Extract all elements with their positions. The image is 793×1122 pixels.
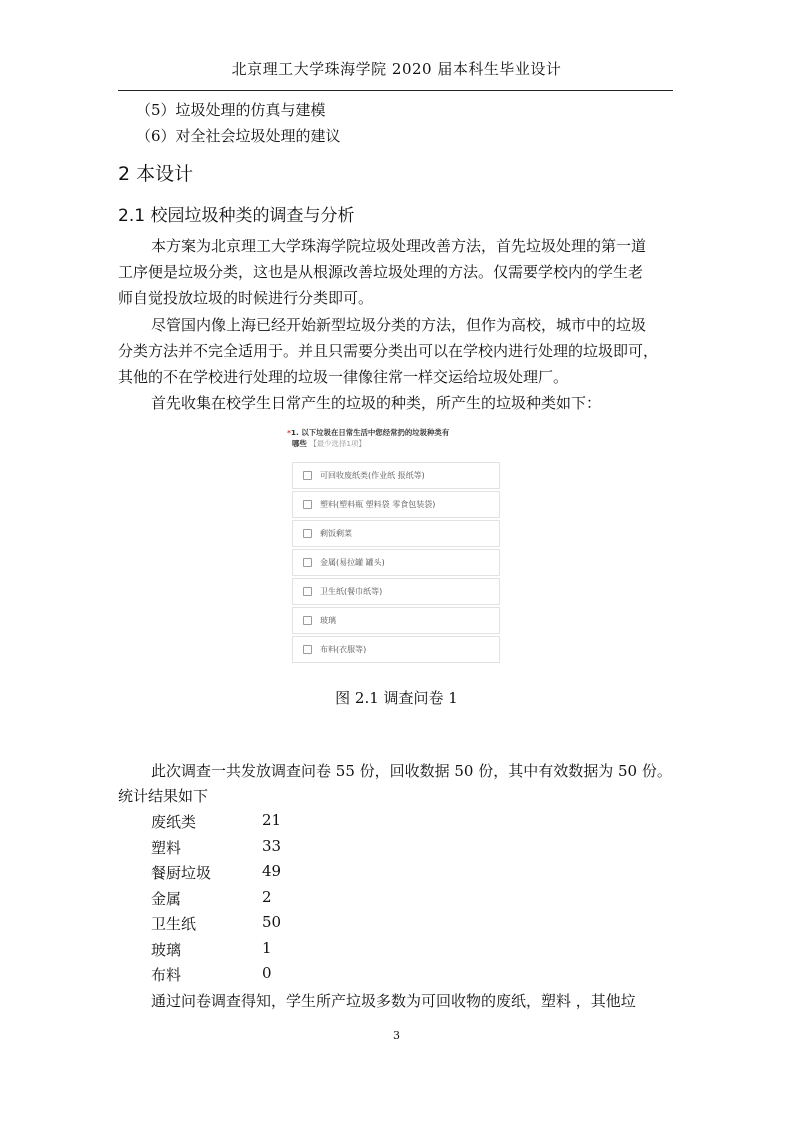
question-line-1: 1. 以下垃圾在日常生活中您经常扔的垃圾种类有	[290, 428, 450, 437]
option-checkbox-row[interactable]	[292, 491, 500, 518]
question-hint: 【最少选择1项】	[309, 439, 366, 448]
option-checkbox-row[interactable]	[292, 636, 500, 663]
stat-label: 布料	[151, 966, 182, 984]
checkbox-icon[interactable]	[303, 616, 312, 625]
checkbox-icon[interactable]	[303, 645, 312, 654]
list-item: （5）垃圾处理的仿真与建模	[136, 101, 326, 119]
checkbox-icon[interactable]	[303, 587, 312, 596]
stat-label: 废纸类	[151, 813, 197, 831]
option-label: 布料(衣服等)	[320, 645, 367, 654]
stat-value: 1	[262, 939, 272, 957]
paragraph-line: 师自觉投放垃圾的时候进行分类即可。	[118, 289, 374, 307]
checkbox-icon[interactable]	[303, 529, 312, 538]
stat-value: 49	[262, 862, 282, 880]
subsection-heading: 2.1 校园垃圾种类的调查与分析	[118, 206, 355, 226]
checkbox-icon[interactable]	[303, 558, 312, 567]
stat-label: 塑料	[151, 839, 182, 857]
paragraph-line: 尽管国内像上海已经开始新型垃圾分类的方法，但作为高校，城市中的垃圾	[151, 316, 647, 334]
option-checkbox-row[interactable]	[292, 607, 500, 634]
paragraph-line: 统计结果如下	[118, 787, 209, 805]
required-star: *	[287, 428, 291, 437]
stat-value: 21	[262, 811, 282, 829]
paragraph-line: 分类方法并不完全适用于。并且只需要分类出可以在学校内进行处理的垃圾即可，	[118, 342, 659, 360]
page-number: 3	[393, 1029, 400, 1042]
option-checkbox-row[interactable]	[292, 520, 500, 547]
list-item: （6）对全社会垃圾处理的建议	[136, 127, 341, 145]
question-text	[287, 427, 501, 449]
option-checkbox-row[interactable]	[292, 462, 500, 489]
paragraph-line: 通过问卷调查得知，学生所产垃圾多数为可回收物的废纸，塑料 ，其他垃	[151, 992, 636, 1010]
figure-caption: 图 2.1 调查问卷 1	[335, 689, 458, 707]
page-header-title: 北京理工大学珠海学院 2020 届本科生毕业设计	[231, 60, 562, 78]
stat-label: 卫生纸	[151, 915, 197, 933]
question-line-2: 哪些	[292, 439, 307, 448]
option-label: 剩饭剩菜	[320, 529, 352, 538]
stat-label: 金属	[151, 890, 182, 908]
paragraph-line: 本方案为北京理工大学珠海学院垃圾处理改善方法，首先垃圾处理的第一道	[151, 237, 647, 255]
option-label: 金属(易拉罐 罐头)	[320, 558, 385, 567]
stat-value: 33	[262, 837, 282, 855]
section-heading: 2 本设计	[118, 163, 194, 185]
option-label: 卫生纸(餐巾纸等)	[320, 587, 383, 596]
paragraph-line: 首先收集在校学生日常产生的垃圾的种类，所产生的垃圾种类如下：	[151, 394, 602, 412]
paragraph-line: 此次调查一共发放调查问卷 55 份，回收数据 50 份，其中有效数据为 50 份。	[151, 762, 672, 780]
stat-value: 2	[262, 888, 272, 906]
header-rule	[118, 90, 673, 91]
option-label: 可回收废纸类(作业纸 报纸等)	[320, 471, 425, 480]
paragraph-line: 工序便是垃圾分类，这也是从根源改善垃圾处理的方法。仅需要学校内的学生老	[118, 263, 644, 281]
paragraph-line: 其他的不在学校进行处理的垃圾一律像往常一样交运给垃圾处理厂。	[118, 368, 569, 386]
stat-value: 50	[262, 913, 282, 931]
option-label: 玻璃	[320, 616, 336, 625]
stat-value: 0	[262, 964, 272, 982]
stat-label: 餐厨垃圾	[151, 864, 212, 882]
checkbox-icon[interactable]	[303, 471, 312, 480]
checkbox-icon[interactable]	[303, 500, 312, 509]
option-checkbox-row[interactable]	[292, 578, 500, 605]
option-label: 塑料(塑料瓶 塑料袋 零食包装袋)	[320, 500, 436, 509]
stat-label: 玻璃	[151, 941, 182, 959]
option-checkbox-row[interactable]	[292, 549, 500, 576]
